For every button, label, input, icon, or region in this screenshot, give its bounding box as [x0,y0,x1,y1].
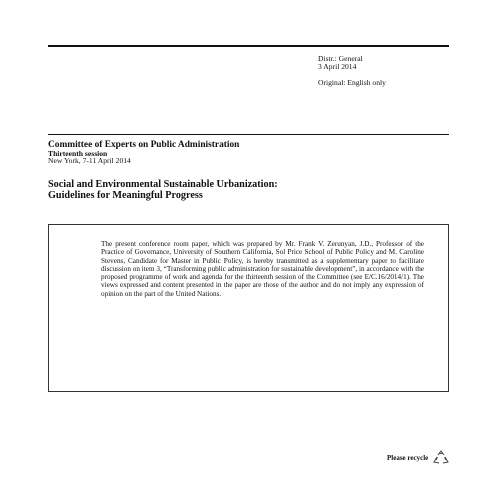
document-title-line-1: Social and Environmental Sustainable Urbanization: [48,179,278,190]
transmittal-note-box [48,224,449,392]
original-language: Original: English only [318,77,386,87]
document-title-line-2: Guidelines for Meaningful Progress [48,189,203,201]
distribution-block [318,55,386,87]
header-rule [48,134,449,135]
recycle-label: Please recycle [387,454,429,462]
meeting-place-dates: New York, 7-11 April 2014 [48,156,131,165]
distribution-type: Distr.: General [318,54,363,63]
document-date: 3 April 2014 [318,62,357,72]
committee-name: Committee of Experts on Public Administration [48,140,240,150]
recycle-notice [387,450,450,466]
recycle-icon [432,450,450,466]
transmittal-note-text: The present conference room paper, which was prepared by Mr. Frank V. Zerunyan, J.D., Professor of the Practice of Governance, University of Southern California, Sol Price School of Public Policy and M. Caroline Stevens, Candidate for Master in Public Policy, is hereby transmitted as a supplementary paper to facilitate discussion on item 3, “Transforming public administration for sustainable development”, in accordance with the proposed programme of work and agenda for the thirteenth session of the Committee (see E/C.16/2014/1). The views expressed and content presented in the paper are those of the author and do not imply any expression of opinion on the part of the United Nations. [101,240,424,298]
session-name: Thirteenth session [48,149,108,158]
top-rule [48,45,449,47]
document-title [48,180,378,201]
